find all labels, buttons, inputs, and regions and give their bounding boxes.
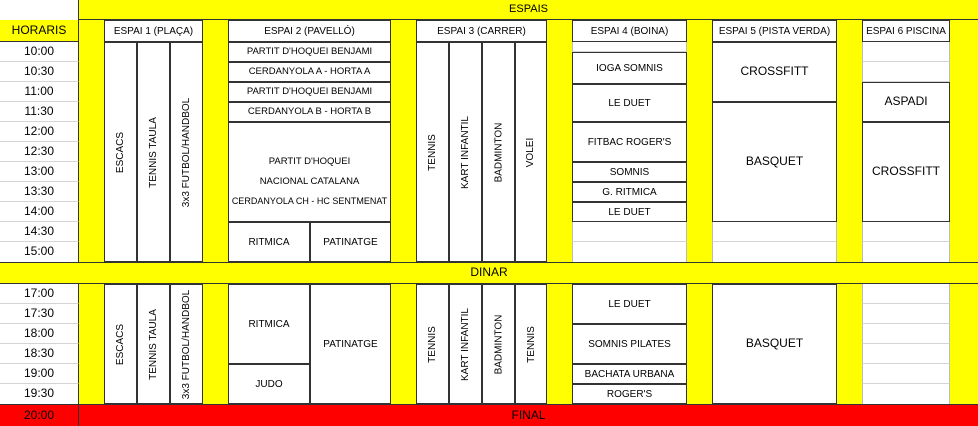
time-label: 17:00 (0, 284, 79, 304)
activity-tennis: TENNIS (515, 284, 547, 404)
empty-slot (862, 42, 950, 62)
time-label: 10:00 (0, 42, 79, 62)
empty-slot (572, 242, 687, 262)
activity-crossfitt: CROSSFITT (862, 122, 950, 222)
time-label: 14:00 (0, 202, 79, 222)
final-bar: FINAL (79, 404, 978, 426)
separator (837, 42, 862, 262)
space-header-4: ESPAI 4 (BOINA) (572, 20, 687, 42)
activity-ritmica: RITMICA (228, 222, 310, 262)
activity-futbol-handbol: 3x3 FUTBOL/HANDBOL (170, 284, 203, 404)
activity-basquet: BASQUET (712, 102, 837, 222)
empty-slot (572, 42, 687, 52)
hoquei-title: PARTIT D'HOQUEI (268, 155, 351, 167)
activity-hoquei-benjami-1: PARTIT D'HOQUEI BENJAMI (228, 42, 391, 62)
activity-hoquei-benjami-2: PARTIT D'HOQUEI BENJAMI (228, 82, 391, 102)
empty-slot (862, 304, 950, 324)
time-label: 11:00 (0, 82, 79, 102)
corner-blank (0, 0, 79, 20)
time-label: 18:00 (0, 324, 79, 344)
separator (391, 42, 416, 262)
separator (391, 284, 416, 404)
activity-tennis-taula: TENNIS TAULA (137, 42, 170, 262)
separator (547, 42, 572, 262)
empty-slot (862, 222, 950, 242)
activity-le-duet: LE DUET (572, 84, 687, 122)
space-header-1: ESPAI 1 (PLAÇA) (104, 20, 203, 42)
separator (687, 284, 712, 404)
time-label: 15:00 (0, 242, 79, 262)
activity-badminton: BADMINTON (482, 284, 515, 404)
empty-slot (712, 242, 837, 262)
time-label: 14:30 (0, 222, 79, 242)
activity-volei: VOLEI (515, 42, 547, 262)
empty-slot (862, 242, 950, 262)
dinar-bar: DINAR (0, 262, 978, 284)
time-label: 13:30 (0, 182, 79, 202)
separator (950, 42, 978, 262)
activity-ioga-somnis: IOGA SOMNIS (572, 52, 687, 84)
hoquei-match: CERDANYOLA CH - HC SENTMENAT (231, 196, 388, 207)
separator (203, 20, 228, 42)
activity-le-duet: LE DUET (572, 284, 687, 324)
empty-slot (862, 284, 950, 304)
activity-futbol-handbol: 3x3 FUTBOL/HANDBOL (170, 42, 203, 262)
time-label: 12:30 (0, 142, 79, 162)
separator (391, 20, 416, 42)
activity-match-2: CERDANYOLA B - HORTA B (228, 102, 391, 122)
time-label: 18:30 (0, 344, 79, 364)
separator (547, 20, 572, 42)
activity-patinatge: PATINATGE (310, 222, 391, 262)
separator (950, 284, 978, 404)
activity-judo: JUDO (228, 364, 310, 404)
empty-slot (862, 364, 950, 384)
time-label: 19:30 (0, 384, 79, 404)
separator (79, 284, 104, 404)
separator (837, 284, 862, 404)
time-label: 13:00 (0, 162, 79, 182)
time-label: 11:30 (0, 102, 79, 122)
separator (547, 284, 572, 404)
final-time: 20:00 (0, 404, 79, 426)
activity-tennis: TENNIS (416, 284, 449, 404)
separator (687, 20, 712, 42)
horaris-header: HORARIS (0, 20, 79, 42)
activity-bachata-urbana: BACHATA URBANA (572, 364, 687, 384)
space-header-3: ESPAI 3 (CARRER) (416, 20, 547, 42)
activity-match-1: CERDANYOLA A - HORTA A (228, 62, 391, 82)
separator (203, 42, 228, 262)
activity-escacs: ESCACS (104, 42, 137, 262)
separator (837, 20, 862, 42)
activity-basquet: BASQUET (712, 284, 837, 404)
activity-somnis-pilates: SOMNIS PILATES (572, 324, 687, 364)
time-label: 17:30 (0, 304, 79, 324)
activity-aspadi: ASPADI (862, 82, 950, 122)
activity-kart-infantil: KART INFANTIL (449, 284, 482, 404)
empty-slot (862, 384, 950, 404)
activity-rogers: ROGER'S (572, 384, 687, 404)
space-header-5: ESPAI 5 (PISTA VERDA) (712, 20, 837, 42)
activity-tennis-taula: TENNIS TAULA (137, 284, 170, 404)
space-header-2: ESPAI 2 (PAVELLÓ) (228, 20, 391, 42)
title-espais: ESPAIS (79, 0, 978, 20)
separator (79, 20, 104, 42)
activity-escacs: ESCACS (104, 284, 137, 404)
separator (203, 284, 228, 404)
activity-tennis: TENNIS (416, 42, 449, 262)
separator (687, 42, 712, 262)
time-label: 12:00 (0, 122, 79, 142)
empty-slot (862, 62, 950, 82)
activity-g-ritmica: G. RITMICA (572, 182, 687, 202)
empty-slot (572, 222, 687, 242)
activity-fitbac-rogers: FITBAC ROGER'S (572, 122, 687, 162)
activity-somnis: SOMNIS (572, 162, 687, 182)
activity-ritmica: RITMICA (228, 284, 310, 364)
space-header-6: ESPAI 6 PISCINA (862, 20, 950, 42)
empty-slot (862, 324, 950, 344)
time-label: 19:00 (0, 364, 79, 384)
activity-kart-infantil: KART INFANTIL (449, 42, 482, 262)
activity-patinatge: PATINATGE (310, 284, 391, 404)
activity-crossfitt: CROSSFITT (712, 42, 837, 102)
empty-slot (712, 222, 837, 242)
activity-le-duet: LE DUET (572, 202, 687, 222)
activity-hoquei-nacional (228, 122, 391, 222)
separator (950, 20, 978, 42)
activity-badminton: BADMINTON (482, 42, 515, 262)
time-label: 10:30 (0, 62, 79, 82)
empty-slot (862, 344, 950, 364)
hoquei-league: NACIONAL CATALANA (259, 175, 360, 187)
separator (79, 42, 104, 262)
